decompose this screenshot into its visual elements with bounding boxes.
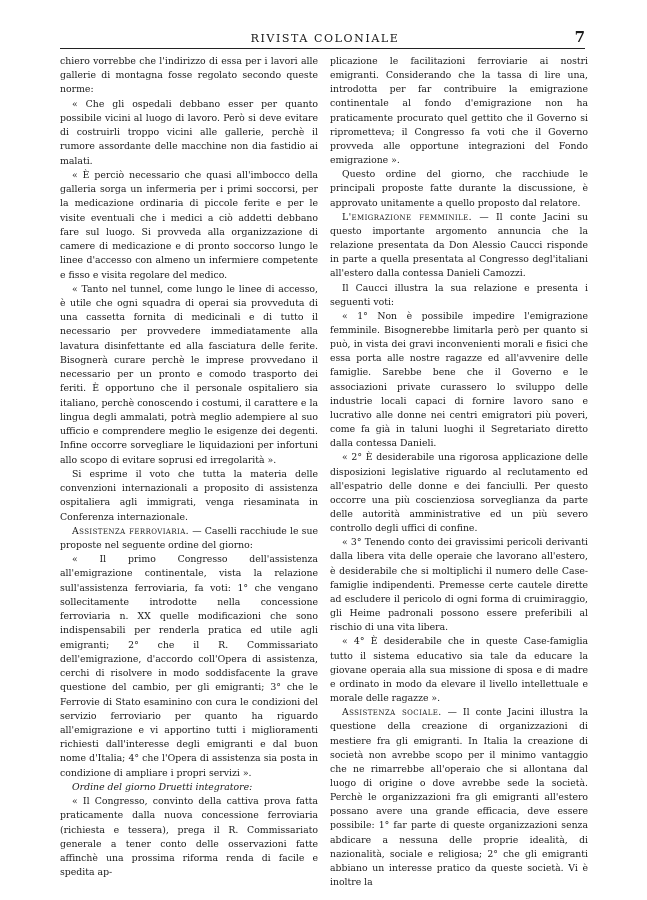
paragraph: Questo ordine del giorno, che racchiude le principali proposte fatte durante la discussione, è approvato unitamente a quello proposto dal relatore. bbox=[330, 169, 588, 209]
paragraph: « 1° Non è possibile impedire l'emigrazione femminile. Bisognerebbe limitarla però per quanto si può, in vista dei gravi inconvenienti morali e fisici che essa porta alle nostre ragazze ed all'avvenire delle famiglie. Sarebbe bene che il Governo e le associazioni private curassero lo sviluppo delle industrie locali capaci di fornire lavoro sano e lucrativo alle donne nei centri emigratori più poveri, come fa già in taluni luoghi il Segretariato diretto dalla contessa Danieli. bbox=[330, 310, 588, 450]
paragraph: « 3° Tenendo conto dei gravissimi pericoli derivanti dalla libera vita delle operaie che lavorano all'estero, è desiderabile che si moltiplichi il numero delle Case-famiglie indipendenti. Premesse certe cautele dirette ad escludere il pericolo di ogni forma di cruimiraggio, gli Heime padronali possono essere preferibili al rischio di una vita libera. bbox=[330, 537, 588, 634]
page-number: 7 bbox=[574, 28, 585, 46]
left-column bbox=[60, 55, 318, 881]
paragraph: Il Caucci illustra la sua relazione e presenta i seguenti voti: bbox=[330, 282, 588, 308]
section-heading: L'emigrazione femminile. bbox=[342, 211, 472, 223]
paragraph: plicazione le facilitazioni ferroviarie ai nostri emigranti. Considerando che la tassa di lire una, introdotta per far contribuire la emigrazione continentale al fondo d'emigrazione non ha praticamente procurato quel gettito che il Governo si riprometteva; il Congresso fa voti che il Governo provveda alle opportune integrazioni del Fondo emigrazione ». bbox=[330, 56, 588, 167]
section-paragraph bbox=[330, 706, 588, 890]
paragraph: « È perciò necessario che quasi all'imbocco della galleria sorga un infermeria per i primi soccorsi, per la medicazione ordinaria di piccole ferite e per le visite eventuali che i medici a ciò addetti debbano fare sul luogo. Si provveda alla organizzazione di camere di medicazione e di pronto soccorso lungo le linee d'accesso con almeno un infermiere competente e fisso e visita regolare del medico. bbox=[60, 169, 318, 281]
section-paragraph bbox=[330, 211, 588, 282]
paragraph-text: — Caselli racchiude le sue proposte nel seguente ordine del giorno: bbox=[60, 525, 319, 551]
subheading: Ordine del giorno Druetti integratore: bbox=[72, 781, 253, 793]
paragraph: « 4° È desiderabile che in queste Case-famiglia tutto il sistema educativo sia tale da educare la giovane operaia alla sua missione di sposa e di madre e ordinato in modo da elevare il livello intellettuale e morale delle ragazze ». bbox=[330, 636, 588, 705]
paragraph-text: — Il conte Jacini su questo importante argomento annuncia che la relazione presentata da Don Alessio Caucci risponde in parte a quella presentata al Congresso degl'italiani all'estero dalla contessa Danieli Camozzi. bbox=[330, 211, 588, 280]
section-paragraph bbox=[60, 525, 318, 553]
page-header bbox=[60, 30, 585, 48]
header-rule bbox=[60, 48, 585, 49]
paragraph: « Il Congresso, convinto della cattiva prova fatta praticamente dalla nuova concessione ferroviaria (richiesta e tessera), prega il R. Commissariato generale a tener conto delle osservazioni fatte affinchè una prossima riforma renda di facile e spedita ap- bbox=[60, 796, 318, 879]
running-title: RIVISTA COLONIALE bbox=[250, 32, 400, 45]
paragraph: chiero vorrebbe che l'indirizzo di essa per i lavori alle gallerie di montagna fosse regolato secondo queste norme: bbox=[60, 56, 318, 96]
section-heading: Assistenza ferroviaria. bbox=[72, 525, 190, 537]
paragraph: Si esprime il voto che tutta la materia delle convenzioni internazionali a proposito di assistenza ospitaliera agli immigrati, venga riesaminata in Conferenza internazionale. bbox=[60, 468, 318, 523]
paragraph: « Tanto nel tunnel, come lungo le linee di accesso, è utile che ogni squadra di operai sia provveduta di una cassetta fornita di medicinali e di tutto il necessario per provvedere immediatamente alla lavatura disinfettante ed alla fasciatura delle ferite. Bisognerà curare perchè le imprese provvedano il necessario per un pronto e comodo trasporto dei feriti. È opportuno che il personale ospitaliero sia italiano, perchè conoscendo i costumi, il carattere e la lingua degli ammalati, potrà meglio adempiere al suo ufficio e comprendere meglio le esigenze dei degenti. Infine occorre sorvegliare le liquidazioni per infortuni allo scopo di evitare soprusi ed irregolarità ». bbox=[60, 283, 318, 466]
paragraph: « Che gli ospedali debbano esser per quanto possibile vicini al luogo di lavoro. Però si deve evitare di costruirli troppo vicini alle gallerie, perchè il rumore assordante delle macchine non dia fastidio ai malati. bbox=[60, 98, 318, 167]
section-heading: Assistenza sociale. bbox=[342, 707, 442, 719]
paragraph-text: — Il conte Jacini illustra la questione della creazione di organizzazioni di mestiere fra gli emigranti. In Italia la creazione di società non avrebbe scopo per il minimo vantaggio che ne rimarrebbe all'operaio che si allontana dal luogo di origine o dove avrebbe sede la società. Perchè le organizzazioni fra gli emigranti all'estero possano avere una grande efficacia, deve essere possibile: 1° far parte di queste organizzazioni senza abdicare a nessuna delle proprie idealità, di nazionalità, sociale e religiosa; 2° che gli emigranti abbiano un interesse pratico da queste società. Vi è inoltre la bbox=[330, 707, 588, 889]
paragraph: « 2° È desiderabile una rigorosa applicazione delle disposizioni legislative riguardo al reclutamento ed all'espatrio delle donne e dei fanciulli. Per questo occorre una più coscienziosa sorveglianza da parte delle autorità amministrative ed un più severo controllo degli uffici di confine. bbox=[330, 452, 588, 535]
paragraph: « Il primo Congresso dell'assistenza all'emigrazione continentale, vista la relazione sull'assistenza ferroviaria, fa voti: 1° che vengano sollecitamente introdotte nella concessione ferroviaria n. XX quelle modificazioni che sono indispensabili per renderla pratica ed utile agli emigranti; 2° che il R. Commissariato dell'emigrazione, d'accordo coll'Opera di assistenza, cerchi di risolvere in modo soddisfacente la grave questione del cambio, per gli emigranti; 3° che le Ferrovie di Stato esaminino con cura le condizioni del servizio ferroviario per quanto ha riguardo all'emigrazione e vi apportino tutti i miglioramenti richiesti dall'interesse degli emigranti e dal buon nome d'Italia; 4° che l'Opera di assistenza sia posta in condizione di ampliare i propri servizi ». bbox=[60, 554, 318, 779]
right-column bbox=[330, 55, 588, 890]
